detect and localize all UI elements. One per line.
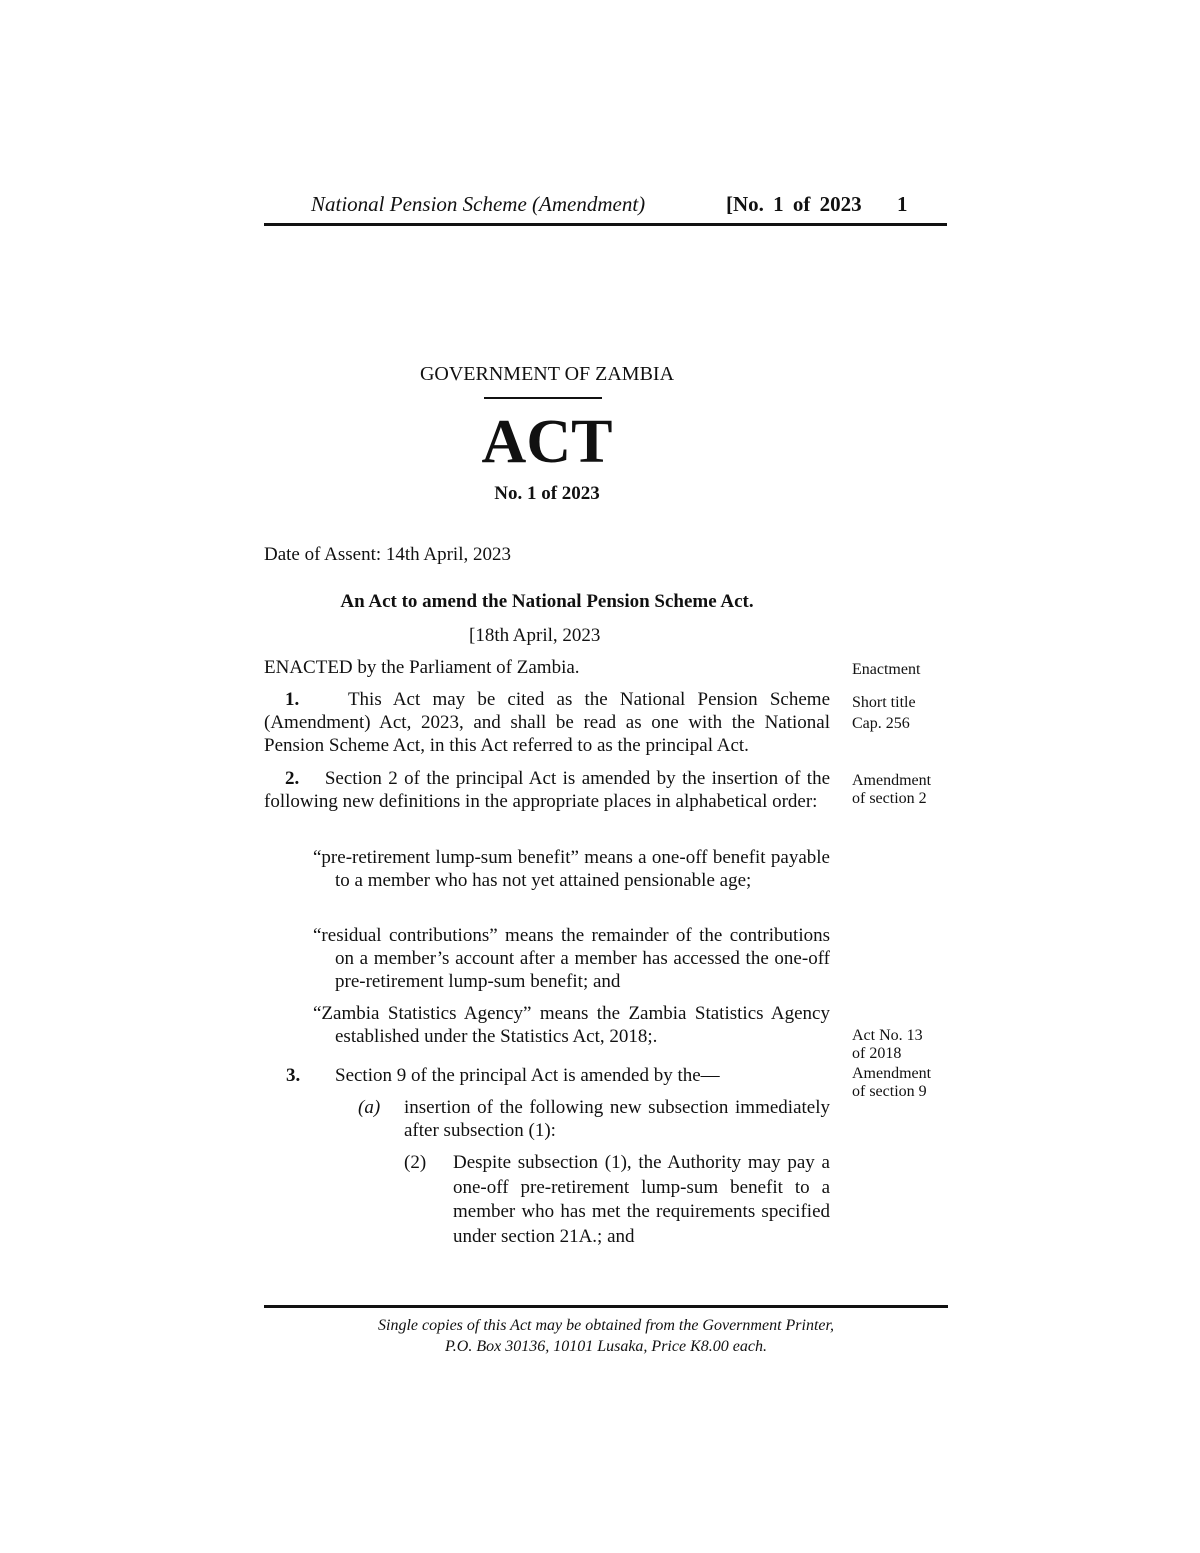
date-of-assent: Date of Assent: 14th April, 2023 <box>264 544 511 565</box>
margin-note-amendment-s2-line2: of section 2 <box>852 790 927 807</box>
paragraph-a-text: insertion of the following new subsection immediately after subsection (1): <box>404 1097 830 1141</box>
paragraph-a-label: (a) <box>358 1097 381 1118</box>
title-divider <box>484 397 602 399</box>
margin-note-amendment-s2-line1: Amendment <box>852 772 932 789</box>
section-1-number: 1. <box>285 689 300 710</box>
section-2 <box>264 767 830 813</box>
section-2-number: 2. <box>285 768 300 789</box>
definition-zambia-statistics-agency: “Zambia Statistics Agency” means the Zambia Statistics Agency established under the Statistics Act, 2018;. <box>313 1003 830 1047</box>
enacting-formula: ENACTED by the Parliament of Zambia. <box>264 657 580 678</box>
header-rule <box>264 223 947 226</box>
margin-note-act-no-line1: Act No. 13 <box>852 1027 923 1044</box>
footer-line-2: P.O. Box 30136, 10101 Lusaka, Price K8.00 each. <box>445 1338 767 1355</box>
section-1 <box>264 688 830 757</box>
margin-note-amendment-s9-line1: Amendment <box>852 1065 932 1082</box>
long-title: An Act to amend the National Pension Scheme Act. <box>340 591 754 612</box>
margin-note-enactment: Enactment <box>852 661 921 678</box>
act-number: No. 1 of 2023 <box>494 483 600 504</box>
page-number: 1 <box>897 192 908 216</box>
running-header-title: National Pension Scheme (Amendment) <box>311 192 646 216</box>
section-3-text: Section 9 of the principal Act is amended by the— <box>335 1065 720 1086</box>
running-header-act-number: [No. 1 of 2023 <box>726 192 862 216</box>
margin-note-short-title: Short title <box>852 694 916 711</box>
margin-note-amendment-s9-line2: of section 9 <box>852 1083 927 1100</box>
subsection-2-text: Despite subsection (1), the Authority may pay a one-off pre-retirement lump-sum benefit to a member who has met the requirements specified under section 21A.; and <box>453 1152 830 1247</box>
section-3-number: 3. <box>286 1065 301 1086</box>
margin-note-act-no-line2: of 2018 <box>852 1045 902 1062</box>
government-heading: GOVERNMENT OF ZAMBIA <box>419 363 675 385</box>
commencement-date: [18th April, 2023 <box>469 625 601 646</box>
margin-note-cap: Cap. 256 <box>852 715 910 732</box>
definition-pre-retirement-benefit: “pre-retirement lump-sum benefit” means a one-off benefit payable to a member who has not yet attained pensionable age; <box>313 847 830 891</box>
footer-line-1: Single copies of this Act may be obtained from the Government Printer, <box>378 1317 834 1334</box>
footer-rule <box>264 1305 948 1308</box>
act-heading: ACT <box>481 408 613 476</box>
section-1-text: This Act may be cited as the National Pension Scheme (Amendment) Act, 2023, and shall be read as one with the National Pension Scheme Act, in this Act referred to as the principal Act. <box>264 689 830 756</box>
definition-residual-contributions: “residual contributions” means the remainder of the contributions on a member’s account after a member has accessed the one-off pre-retirement lump-sum benefit; and <box>313 925 830 992</box>
subsection-2-label: (2) <box>404 1152 427 1173</box>
section-2-text: Section 2 of the principal Act is amended by the insertion of the following new definitions in the appropriate places in alphabetical order: <box>264 768 830 812</box>
